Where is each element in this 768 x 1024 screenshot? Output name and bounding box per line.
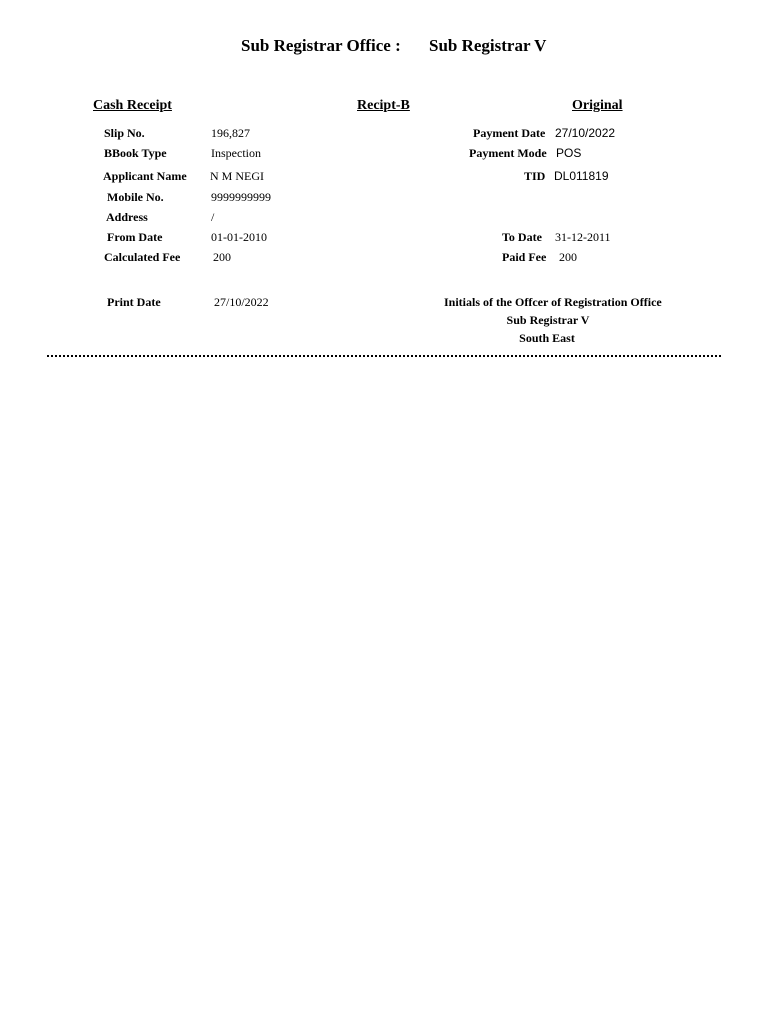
payment-date-label: Payment Date bbox=[473, 126, 546, 140]
book-type-label: BBook Type bbox=[104, 146, 167, 160]
payment-mode-label: Payment Mode bbox=[469, 146, 547, 160]
paid-fee-label: Paid Fee bbox=[502, 250, 547, 264]
from-date-value: 01-01-2010 bbox=[211, 230, 267, 244]
office-label: Sub Registrar Office : bbox=[241, 36, 401, 55]
to-date-value: 31-12-2011 bbox=[555, 230, 611, 244]
cash-receipt-heading: Cash Receipt bbox=[93, 98, 172, 113]
book-type-value: Inspection bbox=[211, 146, 261, 160]
office-name: Sub Registrar V bbox=[429, 36, 547, 55]
tid-label: TID bbox=[524, 169, 546, 183]
to-date-label: To Date bbox=[502, 230, 542, 244]
mobile-no-label: Mobile No. bbox=[107, 190, 164, 204]
from-date-label: From Date bbox=[107, 230, 163, 244]
applicant-name-value: N M NEGI bbox=[210, 169, 264, 183]
payment-mode-value: POS bbox=[556, 146, 582, 160]
print-date-value: 27/10/2022 bbox=[214, 295, 269, 309]
slip-no-label: Slip No. bbox=[104, 126, 145, 140]
payment-date-value: 27/10/2022 bbox=[555, 126, 616, 140]
calculated-fee-value: 200 bbox=[213, 250, 231, 264]
officer-office-line: Sub Registrar V bbox=[506, 313, 590, 327]
address-label: Address bbox=[106, 210, 148, 224]
copy-type-heading: Original bbox=[572, 98, 623, 113]
receipt-type-heading: Recipt-B bbox=[357, 98, 410, 113]
officer-region-line: South East bbox=[519, 331, 575, 345]
dotted-separator bbox=[47, 355, 721, 357]
tid-value: DL011819 bbox=[554, 169, 609, 183]
officer-initials-line: Initials of the Offcer of Registration Office bbox=[444, 295, 662, 309]
print-date-label: Print Date bbox=[107, 295, 161, 309]
calculated-fee-label: Calculated Fee bbox=[104, 250, 181, 264]
paid-fee-value: 200 bbox=[559, 250, 577, 264]
mobile-no-value: 9999999999 bbox=[211, 190, 271, 204]
slip-no-value: 196,827 bbox=[211, 126, 250, 140]
applicant-name-label: Applicant Name bbox=[103, 169, 187, 183]
address-value: / bbox=[211, 210, 215, 224]
